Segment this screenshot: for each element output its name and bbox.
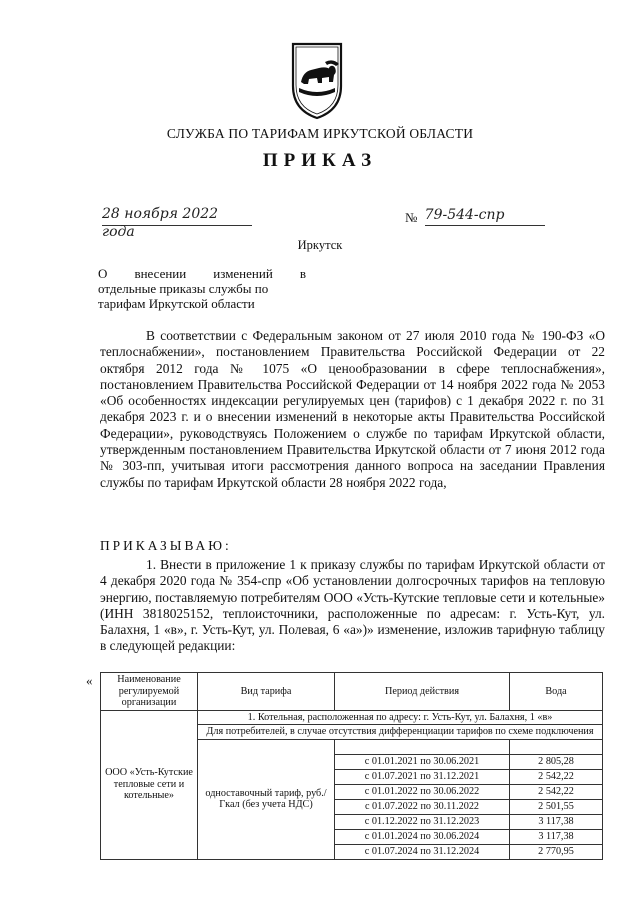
- value-cell: 2 501,55: [510, 799, 603, 814]
- handwritten-number: 79-544-спр: [424, 207, 505, 223]
- period-cell: с 01.01.2021 по 30.06.2021: [335, 754, 510, 769]
- header-water: Вода: [510, 673, 603, 711]
- open-quote: «: [86, 673, 93, 688]
- subject-word: внесении: [134, 266, 187, 281]
- order-subject: [98, 266, 306, 311]
- value-cell: 2 542,22: [510, 784, 603, 799]
- value-cell: 3 117,38: [510, 814, 603, 829]
- period-cell: с 01.01.2022 по 30.06.2022: [335, 784, 510, 799]
- tariff-table: [100, 672, 603, 860]
- value-cell: [510, 739, 603, 754]
- subject-word: в: [299, 266, 306, 281]
- number-field: [405, 207, 545, 226]
- organization-title: СЛУЖБА ПО ТАРИФАМ ИРКУТСКОЙ ОБЛАСТИ: [166, 126, 474, 141]
- order-word: ПРИКАЗЫВАЮ:: [100, 538, 232, 553]
- number-prefix: №: [405, 210, 418, 225]
- subject-rest: отдельные приказы службы по тарифам Иркутской области: [98, 281, 269, 311]
- header-tariff-type: Вид тарифа: [198, 673, 335, 711]
- subject-word: О: [98, 266, 108, 281]
- handwritten-date: 28 ноября 2022 года: [102, 206, 219, 240]
- order-item-1: 1. Внести в приложение 1 к приказу службы по тарифам Иркутской области от 4 декабря 2020 года № 354-спр «Об установлении долгосрочных тарифов на тепловую энергию, поставляемую потребителям ООО «Усть-Кутские тепловые сети и котельные» (ИНН 3818025152, теплоисточники, расположенные по адресам: г. Усть-Кут, ул. Балахня, 1 «в», г. Усть-Кут, ул. Полевая, 6 «а»)» изменение, изложив тарифную таблицу в следующей редакции:: [100, 557, 605, 654]
- value-cell: 3 117,38: [510, 829, 603, 844]
- date-field: [102, 205, 252, 240]
- value-cell: 2 805,28: [510, 754, 603, 769]
- table-row: [101, 710, 603, 725]
- subject-line-1: [98, 266, 306, 281]
- table-header-row: [101, 673, 603, 711]
- period-cell: с 01.07.2021 по 31.12.2021: [335, 769, 510, 784]
- period-cell: с 01.01.2024 по 30.06.2024: [335, 829, 510, 844]
- header-org: Наименование регулируемой организации: [101, 673, 198, 711]
- number-line: [425, 207, 545, 226]
- document-title: ПРИКАЗ: [262, 150, 378, 171]
- city: Иркутск: [297, 238, 343, 252]
- coat-of-arms: [289, 38, 345, 120]
- tariff-type-cell: одноставочный тариф, руб./Гкал (без учета НДС): [198, 739, 335, 859]
- org-name-cell: ООО «Усть-Кутские тепловые сети и котельные»: [101, 710, 198, 859]
- irkutsk-coat-of-arms-icon: [289, 38, 345, 120]
- section-title-cell: 1. Котельная, расположенная по адресу: г. Усть-Кут, ул. Балахня, 1 «в»: [198, 710, 603, 725]
- consumers-note-cell: Для потребителей, в случае отсутствия дифференциации тарифов по схеме подключения: [198, 725, 603, 740]
- period-cell: с 01.07.2022 по 30.11.2022: [335, 799, 510, 814]
- period-cell: с 01.07.2024 по 31.12.2024: [335, 844, 510, 859]
- period-cell: [335, 739, 510, 754]
- period-cell: с 01.12.2022 по 31.12.2023: [335, 814, 510, 829]
- value-cell: 2 770,95: [510, 844, 603, 859]
- preamble-paragraph: В соответствии с Федеральным законом от 27 июля 2010 года № 190-ФЗ «О теплоснабжении», постановлением Правительства Российской Федерации от 22 октября 2012 года № 1075 «О ценообразовании в сфере теплоснабжения», постановлением Правительства Российской Федерации от 14 ноября 2022 года № 2053 «Об особенностях индексации регулируемых цен (тарифов) с 1 декабря 2022 г. по 31 декабря 2023 г. и о внесении изменений в некоторые акты Правительства Российской Федерации», руководствуясь Положением о службе по тарифам Иркутской области, утвержденным постановлением Правительства Иркутской области от 7 июня 2012 года № 303-пп, учитывая итоги рассмотрения данного вопроса на заседании Правления службы по тарифам Иркутской области 28 ноября 2022 года,: [100, 328, 605, 490]
- subject-word: изменений: [213, 266, 273, 281]
- value-cell: 2 542,22: [510, 769, 603, 784]
- header-period: Период действия: [335, 673, 510, 711]
